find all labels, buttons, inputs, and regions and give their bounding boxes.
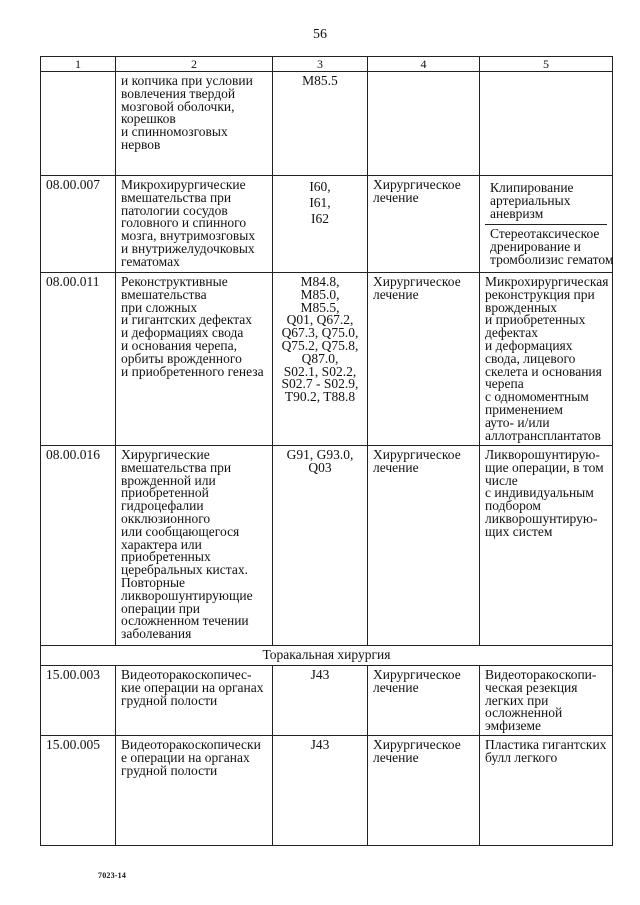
text-line: кие операции на органах <box>121 679 264 695</box>
text-line: Видеоторакоскопи- <box>485 667 597 682</box>
text-line: Повторные <box>121 574 186 590</box>
text-line: M85.0, <box>300 286 340 302</box>
text-line: I61, <box>309 195 331 210</box>
text-line: M84.8, <box>300 274 340 289</box>
text-line: S02.1, S02.2, <box>283 363 357 379</box>
text-line: вмешательства при <box>121 459 232 475</box>
text-line: Q01, Q67.2, <box>286 312 354 328</box>
icd-cell <box>273 736 368 846</box>
text-line: реконструкция при <box>485 286 595 302</box>
text-line: G91, G93.0, <box>286 447 354 462</box>
page-number: 56 <box>313 27 327 42</box>
text-line: Хирургические <box>121 447 210 462</box>
text-line: аневризм <box>490 205 544 221</box>
table-row <box>41 666 613 736</box>
text-line: булл легкого <box>485 749 558 765</box>
text-line: вмешательства <box>121 286 207 302</box>
name-cell <box>116 273 273 446</box>
code-cell <box>41 72 116 176</box>
treatment-cell <box>368 446 480 646</box>
text-line: с индивидуальным <box>485 485 594 501</box>
text-line: лечение <box>373 286 419 302</box>
text-line: заболевания <box>121 626 192 642</box>
icd-cell <box>273 666 368 736</box>
text-line: I62 <box>311 211 329 226</box>
text-line: врожденных <box>485 299 557 315</box>
text-line: Хирургическое <box>373 667 461 682</box>
text-line: щие операции, в том <box>485 459 604 475</box>
text-line: Видеоторакоскопически <box>121 737 261 752</box>
text-line: M85.5 <box>302 73 338 88</box>
text-line: мозговой оболочки, <box>121 98 235 114</box>
treatment-cell <box>368 72 480 176</box>
text-line: S02.7 - S02.9, <box>281 376 359 392</box>
text-line: вовлечения твердой <box>121 85 236 101</box>
code-cell: 15.00.005 <box>41 736 116 846</box>
text-line: грудной полости <box>121 692 218 708</box>
column-header: 2 <box>116 57 273 72</box>
column-header: 1 <box>41 57 116 72</box>
text-line: осложненной <box>485 705 563 721</box>
table-row <box>41 736 613 846</box>
method-cell <box>480 273 613 446</box>
text-line: патологии сосудов <box>121 202 228 218</box>
text-line: Q75.2, Q75.8, <box>281 337 359 353</box>
text-line: характера или <box>121 536 202 552</box>
method-cell <box>480 736 613 846</box>
text-line: гидроцефалии <box>121 498 204 514</box>
text-line: гематомах <box>121 253 180 269</box>
text-line: J43 <box>310 667 330 682</box>
text-line: и гигантских дефектах <box>121 312 253 328</box>
text-line: дренирование и <box>490 239 581 255</box>
name-cell <box>116 72 273 176</box>
column-header: 3 <box>273 57 368 72</box>
table-row <box>41 176 613 273</box>
table-row <box>41 446 613 646</box>
text-line: Видеоторакоскопичес- <box>121 667 252 682</box>
text-line: корешков <box>121 111 176 127</box>
text-line: лечение <box>373 749 419 765</box>
text-line: осложненном течении <box>121 613 249 629</box>
document-code: 7023-14 <box>98 871 127 880</box>
section-row <box>41 646 613 666</box>
text-line: и приобретенного генеза <box>121 363 264 379</box>
icd-cell <box>273 446 368 646</box>
text-line: приобретенной <box>121 485 209 501</box>
treatment-cell <box>368 273 480 446</box>
treatment-cell <box>368 736 480 846</box>
text-line: лечение <box>373 679 419 695</box>
text-line: черепа <box>485 376 524 392</box>
method-cell <box>480 72 613 176</box>
text-line: головного и спинного <box>121 215 247 231</box>
text-line: Хирургическое <box>373 177 461 192</box>
method-block <box>485 179 607 224</box>
text-line: и приобретенных <box>485 312 586 328</box>
text-line: окклюзионного <box>121 510 211 526</box>
name-cell <box>116 176 273 273</box>
text-line: с одномоментным <box>485 389 589 405</box>
text-line: Клипирование <box>490 180 574 195</box>
text-line: ликворошунтирующие <box>121 587 253 603</box>
section-title: Торакальная хирургия <box>41 646 613 666</box>
text-line: лечение <box>373 189 419 205</box>
text-line: применением <box>485 401 563 417</box>
text-line: и основания черепа, <box>121 337 237 353</box>
text-line: грудной полости <box>121 762 218 778</box>
code-cell: 08.00.016 <box>41 446 116 646</box>
text-line: подбором <box>485 498 541 514</box>
text-line: Q67.3, Q75.0, <box>281 325 359 341</box>
text-line: и внутрижелудочковых <box>121 240 255 256</box>
text-line: Q03 <box>308 459 332 475</box>
method-cell <box>480 176 613 273</box>
code-cell: 15.00.003 <box>41 666 116 736</box>
code-cell: 08.00.011 <box>41 273 116 446</box>
text-line: M85.5, <box>300 299 340 315</box>
text-line: лечение <box>373 459 419 475</box>
column-header: 4 <box>368 57 480 72</box>
text-line: при сложных <box>121 299 198 315</box>
text-line: числе <box>485 472 518 488</box>
code-cell: 08.00.007 <box>41 176 116 273</box>
text-line: легких при <box>485 692 549 708</box>
text-line: скелета и основания <box>485 363 602 379</box>
treatment-cell <box>368 176 480 273</box>
text-line: приобретенных <box>121 549 211 565</box>
text-line: Хирургическое <box>373 447 461 462</box>
text-line: операции при <box>121 600 200 616</box>
method-block <box>485 224 614 268</box>
text-line: свода, лицевого <box>485 350 576 366</box>
text-line: T90.2, T88.8 <box>284 389 356 405</box>
name-cell <box>116 736 273 846</box>
name-cell <box>116 666 273 736</box>
text-line: и деформациях свода <box>121 325 244 341</box>
text-line: J43 <box>310 737 330 752</box>
icd-cell <box>273 176 368 273</box>
text-line: эмфиземе <box>485 718 542 734</box>
method-cell <box>480 666 613 736</box>
text-line: Микрохирургическая <box>485 274 609 289</box>
icd-cell <box>273 273 368 446</box>
text-line: ауто- и/или <box>485 414 550 430</box>
text-line: Реконструктивные <box>121 274 228 289</box>
text-line: Ликворошунтирую- <box>485 447 600 462</box>
procedures-table <box>40 56 613 846</box>
name-cell <box>116 446 273 646</box>
table-row <box>41 72 613 176</box>
text-line: Q87.0, <box>301 350 339 366</box>
text-line: Микрохирургические <box>121 177 246 192</box>
text-line: тромболизис гематом <box>490 251 614 267</box>
text-line: мозга, внутримозговых <box>121 228 256 244</box>
text-line: аллотрансплантатов <box>485 427 601 443</box>
text-line: артериальных <box>490 192 571 208</box>
text-line: Хирургическое <box>373 274 461 289</box>
text-line: и копчика при условии <box>121 73 253 88</box>
text-line: врожденной или <box>121 472 216 488</box>
table-row <box>41 273 613 446</box>
text-line: или сообщающегося <box>121 523 240 539</box>
text-line: орбиты врожденного <box>121 350 242 366</box>
text-line: Стереотаксическое <box>490 226 600 242</box>
text-line: ческая резекция <box>485 679 578 695</box>
text-line: е операции на органах <box>121 749 250 765</box>
text-line: щих систем <box>485 523 553 539</box>
text-line: нервов <box>121 136 161 152</box>
text-line: I60, <box>309 179 331 194</box>
table-header-row <box>41 57 613 72</box>
treatment-cell <box>368 666 480 736</box>
text-line: Хирургическое <box>373 737 461 752</box>
text-line: Пластика гигантских <box>485 737 607 752</box>
icd-cell <box>273 72 368 176</box>
column-header: 5 <box>480 57 613 72</box>
text-line: вмешательства при <box>121 189 232 205</box>
text-line: ликворошунтирую- <box>485 510 598 526</box>
text-line: дефектах <box>485 325 538 341</box>
text-line: и спинномозговых <box>121 124 228 140</box>
text-line: церебральных кистах. <box>121 562 248 578</box>
method-cell <box>480 446 613 646</box>
text-line: и деформациях <box>485 337 573 353</box>
